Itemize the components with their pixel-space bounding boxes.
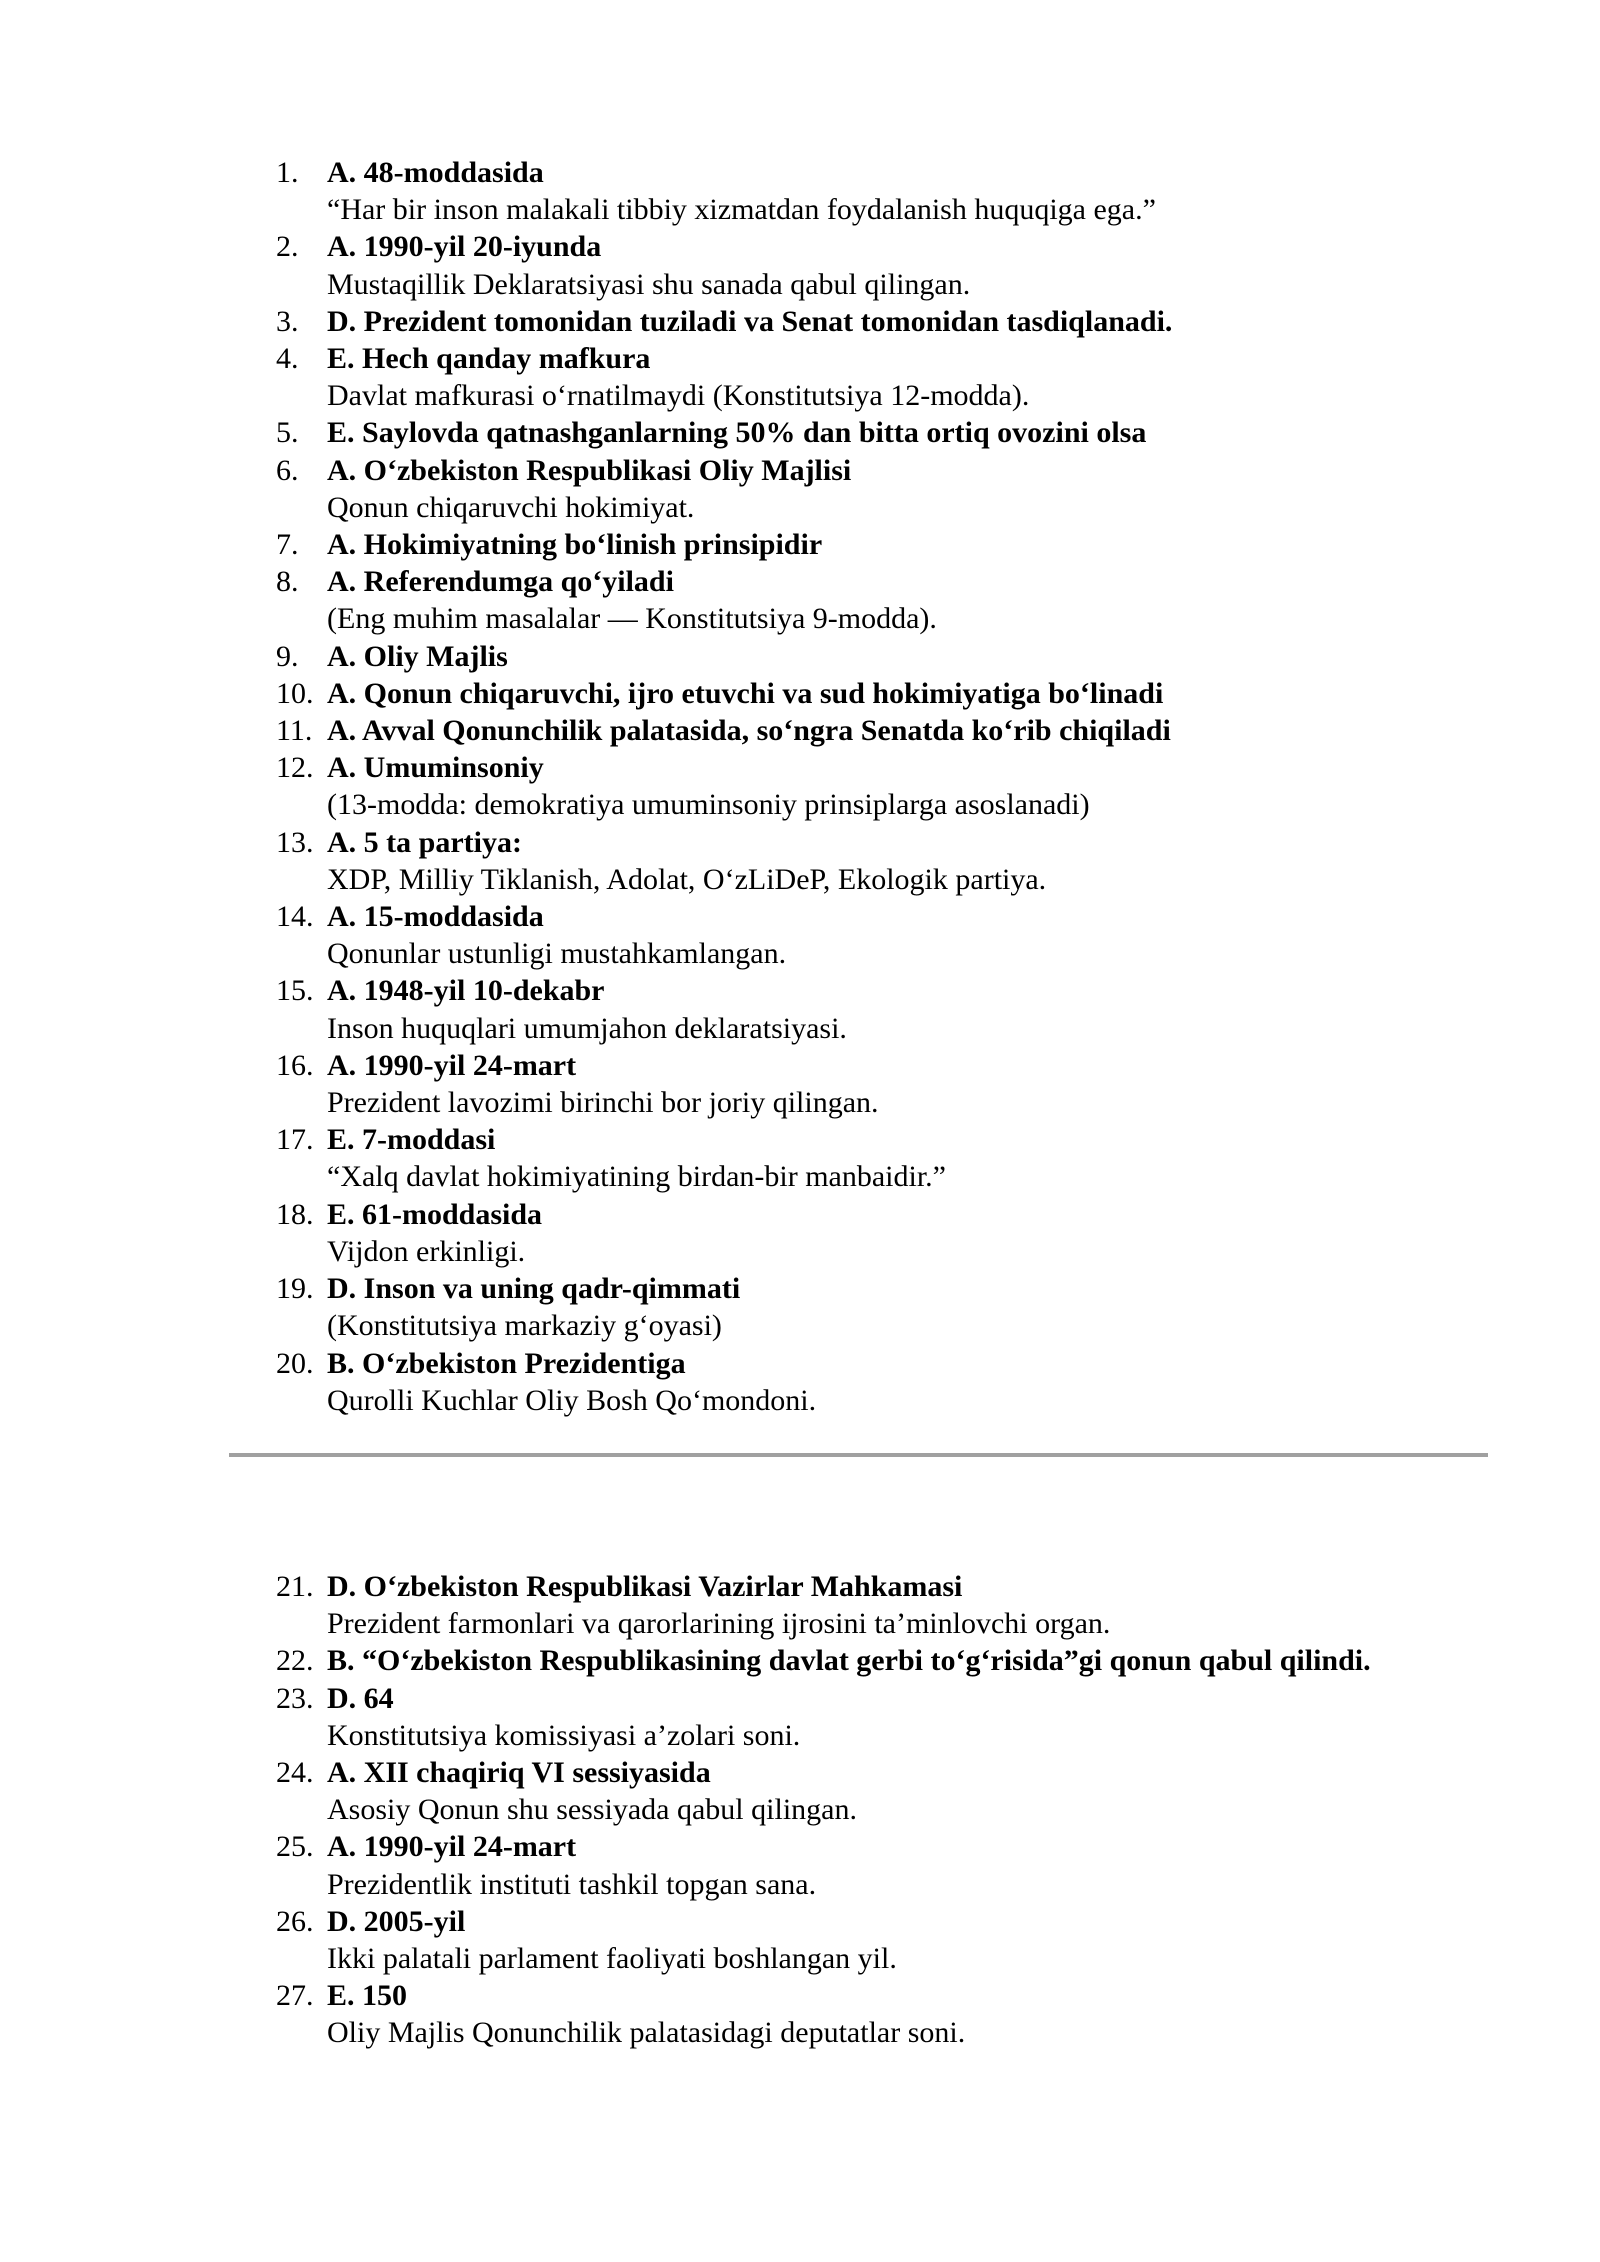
item-number: 6. — [276, 453, 299, 487]
item-number: 24. — [276, 1756, 314, 1790]
answer-note: (Konstitutsiya markaziy g‘oyasi) — [327, 1309, 722, 1343]
answer-text: A. 1990-yil 24-mart — [327, 1048, 577, 1082]
answer-text: E. Saylovda qatnashganlarning 50% dan bitta ortiq ovozini olsa — [327, 416, 1147, 450]
answer-item — [0, 340, 1600, 414]
answer-note: Prezident lavozimi birinchi bor joriy qilingan. — [327, 1086, 879, 1120]
section-divider — [229, 1453, 1488, 1457]
item-number: 21. — [276, 1570, 314, 1603]
answer-note: Asosiy Qonun shu sessiyada qabul qilingan. — [327, 1793, 857, 1827]
answer-item — [0, 228, 1600, 302]
answer-text: A. Oliy Majlis — [327, 639, 508, 673]
item-number: 7. — [276, 528, 299, 562]
answer-text: D. 2005-yil — [327, 1904, 466, 1938]
answer-text: A. Referendumga qo‘yiladi — [327, 565, 674, 599]
answer-note: Ikki palatali parlament faoliyati boshlangan yil. — [327, 1942, 897, 1976]
item-number: 18. — [276, 1197, 314, 1231]
answer-item — [0, 154, 1600, 228]
answer-list-part-1 — [0, 154, 1600, 1419]
answer-text: B. O‘zbekiston Prezidentiga — [327, 1346, 686, 1380]
answer-note: Mustaqillik Deklaratsiyasi shu sanada qabul qilingan. — [327, 267, 971, 301]
item-number: 15. — [276, 974, 314, 1008]
answer-item — [0, 1642, 1600, 1679]
answer-note: Konstitutsiya komissiyasi a’zolari soni. — [327, 1718, 801, 1752]
answer-item — [0, 1196, 1600, 1270]
item-number: 12. — [276, 751, 314, 785]
item-number: 3. — [276, 304, 299, 338]
answer-item — [0, 1977, 1600, 2051]
answer-text: E. 150 — [327, 1979, 408, 2013]
answer-item — [0, 452, 1600, 526]
answer-list-part-2 — [0, 1568, 1600, 2052]
answer-item — [0, 303, 1600, 340]
answer-text: E. 61-moddasida — [327, 1197, 543, 1231]
answer-text: A. Qonun chiqaruvchi, ijro etuvchi va sud hokimiyatiga bo‘linadi — [327, 676, 1164, 710]
answer-note: Oliy Majlis Qonunchilik palatasidagi deputatlar soni. — [327, 2016, 966, 2050]
answer-note: Prezidentlik instituti tashkil topgan sana. — [327, 1867, 817, 1901]
answer-text: A. Hokimiyatning bo‘linish prinsipidir — [327, 528, 823, 562]
answer-item — [0, 749, 1600, 823]
answer-item — [0, 1270, 1600, 1344]
answer-item — [0, 1754, 1600, 1828]
answer-item — [0, 1345, 1600, 1419]
answer-item — [0, 1568, 1600, 1642]
item-number: 4. — [276, 342, 299, 376]
item-number: 27. — [276, 1979, 314, 2013]
answer-item — [0, 1121, 1600, 1195]
item-number: 5. — [276, 416, 299, 450]
item-number: 13. — [276, 825, 314, 859]
answer-text: A. Avval Qonunchilik palatasida, so‘ngra Senatda ko‘rib chiqiladi — [327, 714, 1171, 748]
item-number: 11. — [276, 714, 313, 748]
item-number: 23. — [276, 1681, 314, 1715]
answer-text: A. 48-moddasida — [327, 156, 544, 189]
answer-item — [0, 712, 1600, 749]
answer-text: A. 15-moddasida — [327, 900, 544, 934]
answer-text: E. 7-moddasi — [327, 1123, 496, 1157]
answer-text: A. O‘zbekiston Respublikasi Oliy Majlisi — [327, 453, 852, 487]
answer-item — [0, 1047, 1600, 1121]
item-number: 25. — [276, 1830, 314, 1864]
item-number: 2. — [276, 230, 299, 264]
item-number: 16. — [276, 1048, 314, 1082]
item-number: 14. — [276, 900, 314, 934]
item-number: 17. — [276, 1123, 314, 1157]
answer-item — [0, 526, 1600, 563]
item-number: 10. — [276, 676, 314, 710]
item-number: 19. — [276, 1272, 314, 1306]
answer-text: D. 64 — [327, 1681, 394, 1715]
answer-note: XDP, Milliy Tiklanish, Adolat, O‘zLiDeP, Ekologik partiya. — [327, 862, 1047, 896]
answer-note: Qurolli Kuchlar Oliy Bosh Qo‘mondoni. — [327, 1383, 817, 1417]
answer-note: “Har bir inson malakali tibbiy xizmatdan foydalanish huquqiga ega.” — [327, 193, 1156, 227]
answer-item — [0, 824, 1600, 898]
answer-note: Vijdon erkinligi. — [327, 1234, 526, 1268]
answer-text: D. Prezident tomonidan tuziladi va Senat tomonidan tasdiqlanadi. — [327, 304, 1173, 338]
answer-item — [0, 414, 1600, 451]
answer-item — [0, 563, 1600, 637]
answer-text: A. 1948-yil 10-dekabr — [327, 974, 605, 1008]
answer-item — [0, 1903, 1600, 1977]
answer-note: Prezident farmonlari va qarorlarining ijrosini ta’minlovchi organ. — [327, 1607, 1111, 1641]
answer-text: B. “O‘zbekiston Respublikasining davlat gerbi to‘g‘risida”gi qonun qabul qilindi. — [327, 1644, 1371, 1678]
answer-text: A. 5 ta partiya: — [327, 825, 522, 859]
answer-text: A. 1990-yil 20-iyunda — [327, 230, 602, 264]
answer-text: A. XII chaqiriq VI sessiyasida — [327, 1756, 711, 1790]
item-number: 26. — [276, 1904, 314, 1938]
answer-item — [0, 675, 1600, 712]
answer-note: Qonun chiqaruvchi hokimiyat. — [327, 490, 695, 524]
answer-text: A. Umuminsoniy — [327, 751, 544, 785]
item-number: 8. — [276, 565, 299, 599]
answer-item — [0, 898, 1600, 972]
answer-note: (13-modda: demokratiya umuminsoniy prinsiplarga asoslanadi) — [327, 788, 1090, 822]
answer-item — [0, 972, 1600, 1046]
answer-note: Inson huquqlari umumjahon deklaratsiyasi. — [327, 1011, 847, 1045]
answer-text: E. Hech qanday mafkura — [327, 342, 651, 376]
item-number: 22. — [276, 1644, 314, 1678]
answer-note: “Xalq davlat hokimiyatining birdan-bir manbaidir.” — [327, 1160, 946, 1194]
item-number: 9. — [276, 639, 299, 673]
answer-item — [0, 638, 1600, 675]
answer-text: D. Inson va uning qadr-qimmati — [327, 1272, 741, 1306]
answer-note: Qonunlar ustunligi mustahkamlangan. — [327, 937, 787, 971]
answer-item — [0, 1680, 1600, 1754]
item-number: 1. — [276, 156, 299, 189]
answer-note: (Eng muhim masalalar — Konstitutsiya 9-modda). — [327, 602, 937, 636]
answer-text: D. O‘zbekiston Respublikasi Vazirlar Mahkamasi — [327, 1570, 963, 1603]
answer-text: A. 1990-yil 24-mart — [327, 1830, 577, 1864]
answer-note: Davlat mafkurasi o‘rnatilmaydi (Konstitutsiya 12-modda). — [327, 379, 1030, 413]
item-number: 20. — [276, 1346, 314, 1380]
answer-item — [0, 1828, 1600, 1902]
